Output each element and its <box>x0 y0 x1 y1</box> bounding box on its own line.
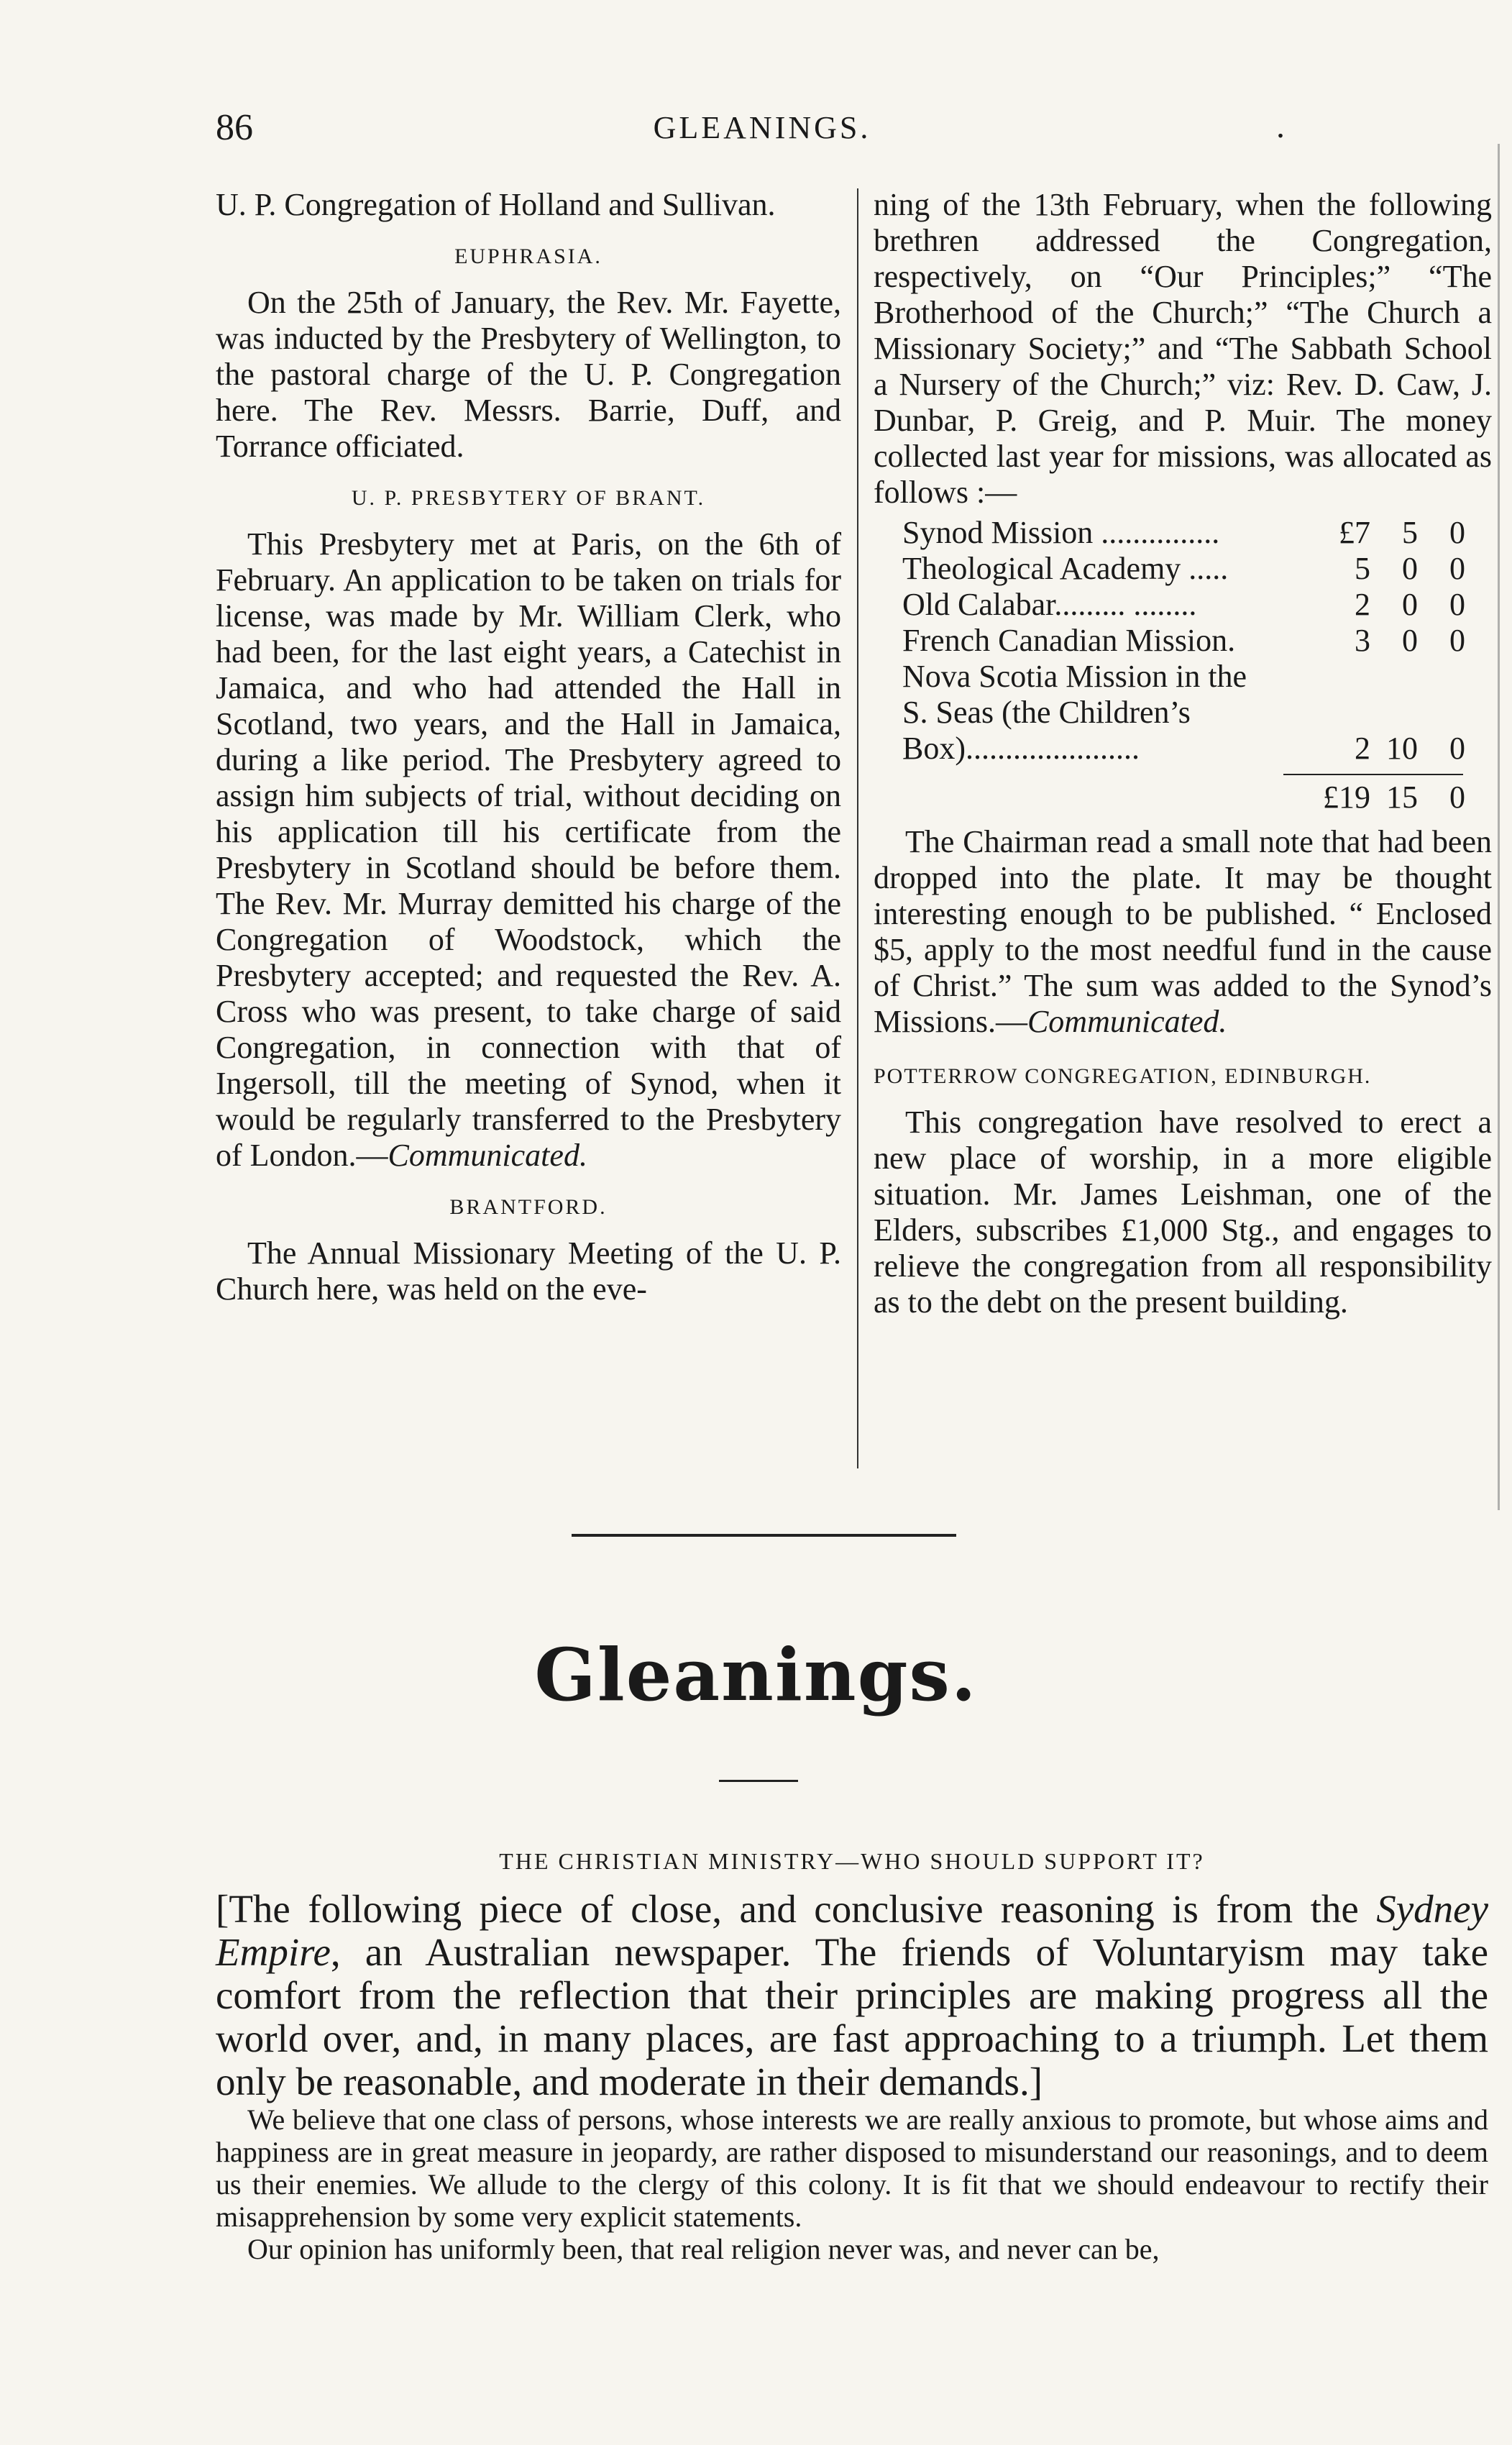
mission-pounds: 2 <box>1355 587 1370 622</box>
mission-pence: 0 <box>1449 515 1465 550</box>
article <box>216 1848 1488 2265</box>
mission-item: S. Seas (the Children’s <box>902 695 1191 730</box>
mission-item: Theological Academy ..... <box>902 551 1229 586</box>
brant-presbytery-text: This Presbytery met at Paris, on the 6th of February. An application to be taken on trials for license, was made by Mr. William Clerk, who had been, for the last eight years, a Catechist in Jamaica, and who had attended the Hall in Scotland, two years, and the Hall in Jamaica, during a like period. The Presbytery agreed to assign him subjects of trial, without deciding on his application till his certificate from the Presbytery in Scotland should be before them. The Rev. Mr. Murray demitted his charge of the Congregation of Woodstock, which the Presbytery accepted; and requested the Rev. A. Cross who was present, to take charge of said Congregation, in connection with that of Ingersoll, till the meeting of Synod, when it would be regularly transferred to the Presbytery of London.— <box>216 526 841 1173</box>
mission-shillings: 0 <box>1402 551 1418 586</box>
mission-shillings: 5 <box>1402 515 1418 550</box>
mission-pence <box>1418 659 1465 695</box>
mission-row <box>902 659 1465 695</box>
article-heading: THE CHRISTIAN MINISTRY—WHO SHOULD SUPPORT IT? <box>499 1848 1205 1874</box>
article-body-paragraph-2: Our opinion has uniformly been, that real religion never was, and never can be, <box>247 2233 1160 2265</box>
mission-item: Box)...................... <box>902 731 1140 766</box>
mission-pounds <box>1301 659 1370 695</box>
euphrasia-paragraph: On the 25th of January, the Rev. Mr. Fayette, was inducted by the Presbytery of Wellington, to the pastoral charge of the U. P. Congregation here. The Rev. Messrs. Barrie, Duff, and Torrance officiated. <box>216 285 841 464</box>
section-divider <box>572 1534 956 1537</box>
title-underline <box>719 1780 798 1782</box>
page-edge-shadow <box>1498 144 1500 1510</box>
missions-total-table <box>902 780 1465 815</box>
brantford-heading: BRANTFORD. <box>449 1195 608 1219</box>
mission-shillings <box>1370 695 1418 731</box>
mission-shillings: 0 <box>1402 587 1418 622</box>
communicated-signoff: Communicated. <box>388 1138 587 1173</box>
mission-pence: 0 <box>1449 551 1465 586</box>
mission-item: Nova Scotia Mission in the <box>902 659 1247 694</box>
holland-sullivan-paragraph: U. P. Congregation of Holland and Sullivan. <box>216 187 776 222</box>
article-lead <box>216 1888 1488 2103</box>
brant-presbytery-paragraph <box>216 526 841 1174</box>
mission-row <box>902 551 1465 587</box>
running-head <box>216 106 1309 150</box>
mission-item: French Canadian Mission. <box>902 623 1236 658</box>
mission-pence: 0 <box>1449 623 1465 658</box>
left-column <box>216 187 841 1307</box>
total-pence: 0 <box>1449 780 1465 815</box>
mission-pounds: £7 <box>1339 515 1370 550</box>
mission-row <box>902 623 1465 659</box>
mission-pounds <box>1301 695 1370 731</box>
mission-item: Old Calabar......... ........ <box>902 587 1197 622</box>
communicated-signoff: Communicated. <box>1027 1004 1227 1039</box>
section-title: Gleanings. <box>534 1632 978 1717</box>
mission-shillings: 10 <box>1386 731 1418 766</box>
brantford-paragraph: The Annual Missionary Meeting of the U. P. Church here, was held on the eve- <box>216 1235 841 1307</box>
chairman-note-paragraph <box>874 824 1492 1040</box>
running-title: GLEANINGS. <box>653 110 871 145</box>
lead-text-1: [The following piece of close, and conclusive reasoning is from the <box>216 1887 1377 1931</box>
mission-pence <box>1418 695 1465 731</box>
mission-pounds: 5 <box>1355 551 1370 586</box>
mission-pounds: 3 <box>1355 623 1370 658</box>
brant-presbytery-heading: U. P. PRESBYTERY OF BRANT. <box>351 486 706 510</box>
sum-rule <box>1283 774 1463 775</box>
mission-shillings: 0 <box>1402 623 1418 658</box>
mission-row <box>902 587 1465 623</box>
newspaper-name: Sydney Empire <box>216 1887 1488 1974</box>
total-label-cell <box>902 780 1301 815</box>
total-shillings: 15 <box>1386 780 1418 815</box>
euphrasia-heading: EUPHRASIA. <box>454 244 602 268</box>
brantford-continued-paragraph: ning of the 13th February, when the following brethren addressed the Congregation, respectively, on “Our Principles;” “The Brotherhood of the Church;” “The Church a Missionary Society;” and “The Sabbath School a Nursery of the Church;” viz: Rev. D. Caw, J. Dunbar, P. Greig, and P. Muir. The money collected last year for missions, was allocated as follows :— <box>874 187 1492 510</box>
mission-pence: 0 <box>1449 731 1465 766</box>
header-mark: . <box>1276 107 1285 145</box>
total-pounds: £19 <box>1323 780 1370 815</box>
mission-shillings <box>1370 659 1418 695</box>
chairman-note-text: The Chairman read a small note that had been dropped into the plate. It may be thought interesting enough to be published. “ Enclosed $5, apply to the most needful fund in the cause of Christ.” The sum was added to the Synod’s Missions.— <box>874 824 1492 1039</box>
lead-text-2: , an Australian newspaper. The friends of Voluntaryism may take comfort from the reflection that their principles are making progress all the world over, and, in many places, are fast approaching to a triumph. Let them only be reasonable, and moderate in their demands.] <box>216 1930 1488 2103</box>
mission-row <box>902 695 1465 731</box>
potterrow-paragraph: This congregation have resolved to erect a new place of worship, in a more eligible situation. Mr. James Leishman, one of the Elders, subscribes £1,000 Stg., and engages to relieve the congregation from all responsibility as to the debt on the present building. <box>874 1105 1492 1320</box>
total-row <box>902 780 1465 815</box>
column-divider <box>857 188 858 1468</box>
mission-pounds: 2 <box>1355 731 1370 766</box>
page-number: 86 <box>216 107 253 148</box>
article-body-paragraph: We believe that one class of persons, whose interests we are really anxious to promote, but whose aims and happiness are in great measure in jeopardy, are rather disposed to misunderstand our reasonings, and to deem us their enemies. We allude to the clergy of this colony. It is fit that we should endeavour to rectify their misapprehension by some very explicit statements. <box>216 2103 1488 2233</box>
mission-row <box>902 515 1465 551</box>
potterrow-heading: POTTERROW CONGREGATION, EDINBURGH. <box>874 1064 1372 1088</box>
mission-row <box>902 731 1465 767</box>
mission-item: Synod Mission ............... <box>902 515 1220 550</box>
missions-allocation-table <box>902 515 1465 767</box>
right-column <box>874 187 1492 1320</box>
mission-pence: 0 <box>1449 587 1465 622</box>
